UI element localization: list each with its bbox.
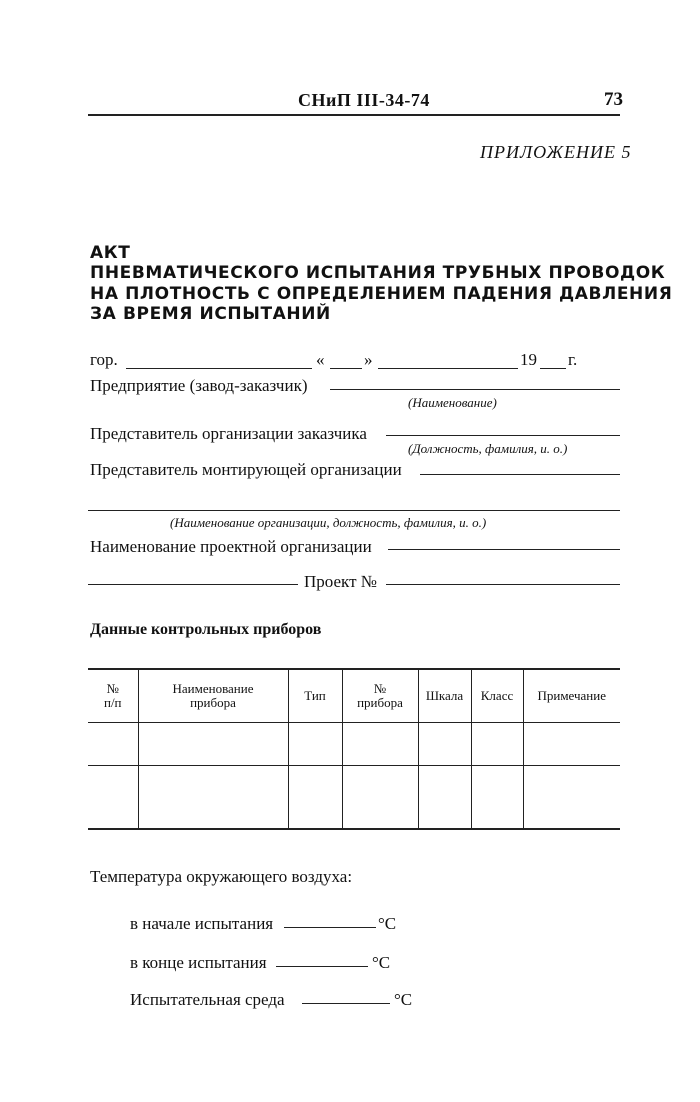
project-left-field[interactable]: [88, 584, 298, 585]
customer-rep-label: Представитель организации заказчика: [90, 424, 367, 443]
table-cell[interactable]: [471, 765, 523, 829]
project-number-field[interactable]: [386, 584, 620, 585]
customer-rep-field[interactable]: [386, 435, 620, 436]
year-suffix: г.: [568, 350, 578, 369]
table-cell[interactable]: [342, 765, 418, 829]
table-cell[interactable]: [88, 765, 138, 829]
month-field[interactable]: [378, 368, 518, 369]
year-prefix: 19: [520, 350, 537, 369]
act-title-line: НА ПЛОТНОСТЬ С ОПРЕДЕЛЕНИЕМ ПАДЕНИЯ ДАВЛЕНИЯ: [90, 284, 673, 304]
table-cell[interactable]: [88, 723, 138, 766]
start-temp-label: в начале испытания: [130, 914, 274, 933]
table-cell[interactable]: [523, 723, 620, 766]
instruments-table: [88, 668, 620, 830]
instruments-section-title: Данные контрольных приборов: [90, 621, 322, 638]
enterprise-label: Предприятие (завод-заказчик): [90, 376, 308, 395]
document-code: СНиП III-34-74: [298, 90, 430, 110]
installer-rep-caption: (Наименование организации, должность, фамилия, и. о.): [170, 515, 487, 530]
table-row: [88, 723, 620, 766]
table-cell[interactable]: [138, 765, 288, 829]
city-label: гор.: [90, 350, 118, 369]
start-temp-unit: °С: [378, 914, 397, 933]
table-cell[interactable]: [288, 723, 342, 766]
act-title-line: ЗА ВРЕМЯ ИСПЫТАНИЙ: [90, 304, 331, 324]
end-temp-field[interactable]: [276, 966, 368, 967]
installer-rep-field-continued[interactable]: [88, 510, 620, 511]
year-field[interactable]: [540, 368, 566, 369]
enterprise-field[interactable]: [330, 389, 620, 390]
col-header-type: Тип: [288, 669, 342, 723]
appendix-label: ПРИЛОЖЕНИЕ 5: [480, 142, 632, 162]
header-rule: [88, 114, 620, 116]
city-field[interactable]: [126, 368, 312, 369]
col-header-class: Класс: [471, 669, 523, 723]
act-title-line: ПНЕВМАТИЧЕСКОГО ИСПЫТАНИЯ ТРУБНЫХ ПРОВОДОК: [90, 263, 666, 283]
temperature-title: Температура окружающего воздуха:: [90, 867, 353, 886]
end-temp-label: в конце испытания: [130, 953, 267, 972]
test-medium-label: Испытательная среда: [130, 990, 285, 1009]
design-org-label: Наименование проектной организации: [90, 537, 372, 556]
quote-open: «: [316, 350, 325, 369]
start-temp-field[interactable]: [284, 927, 376, 928]
installer-rep-label: Представитель монтирующей организации: [90, 460, 402, 479]
col-header-number: № п/п: [88, 669, 138, 723]
table-row: [88, 765, 620, 829]
page-number: 73: [604, 89, 623, 110]
design-org-field[interactable]: [388, 549, 620, 550]
col-header-device-number: № прибора: [342, 669, 418, 723]
col-header-note: Примечание: [523, 669, 620, 723]
day-field[interactable]: [330, 368, 362, 369]
table-cell[interactable]: [418, 723, 471, 766]
quote-close: »: [364, 350, 373, 369]
table-cell[interactable]: [418, 765, 471, 829]
customer-rep-caption: (Должность, фамилия, и. о.): [408, 441, 568, 456]
table-cell[interactable]: [471, 723, 523, 766]
project-label: Проект №: [304, 572, 377, 591]
table-cell[interactable]: [288, 765, 342, 829]
test-medium-unit: °С: [394, 990, 413, 1009]
table-header-row: [88, 669, 620, 723]
installer-rep-field[interactable]: [420, 474, 620, 475]
test-medium-field[interactable]: [302, 1003, 390, 1004]
act-title-word: АКТ: [90, 243, 131, 263]
enterprise-caption: (Наименование): [408, 395, 497, 410]
table-cell[interactable]: [138, 723, 288, 766]
end-temp-unit: °С: [372, 953, 391, 972]
table-cell[interactable]: [342, 723, 418, 766]
col-header-scale: Шкала: [418, 669, 471, 723]
col-header-device-name: Наименование прибора: [138, 669, 288, 723]
table-cell[interactable]: [523, 765, 620, 829]
